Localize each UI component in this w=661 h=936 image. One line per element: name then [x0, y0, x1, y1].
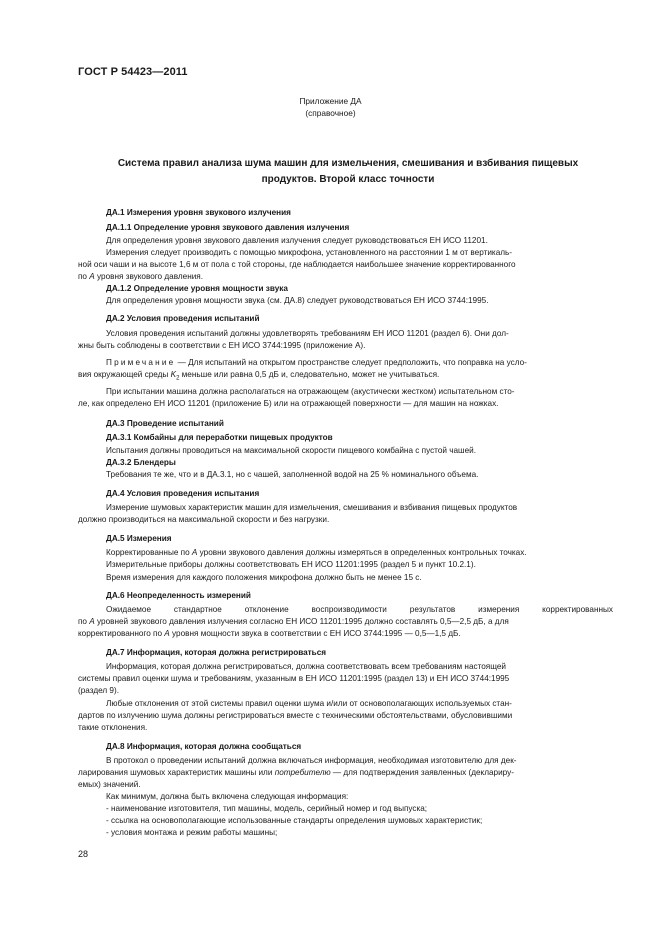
paragraph-line: ле, как определено ЕН ИСО 11201 (приложение Б) или на отражающей поверхности — для машин на ножках.: [78, 399, 499, 408]
heading-da1: ДА.1 Измерения уровня звукового излучения: [106, 208, 291, 217]
paragraph-line: дартов по излучению шума должны регистрироваться вместе с техническими обстоятельствами, обусловившими: [78, 711, 513, 720]
page-number: 28: [78, 849, 89, 859]
paragraph-line: Измерительные приборы должны соответствовать ЕН ИСО 11201:1995 (раздел 5 и пункт 10.2.1).: [106, 560, 476, 569]
paragraph-line: В протокол о проведении испытаний должна включаться информация, необходимая изготовителю для дек-: [106, 756, 517, 765]
heading-da31: ДА.3.1 Комбайны для переработки пищевых продуктов: [106, 433, 333, 442]
list-item: - ссылка на основополагающие использованные стандарты определения шумовых характеристик;: [106, 816, 483, 825]
heading-da5: ДА.5 Измерения: [106, 534, 172, 543]
paragraph-line: системы правил оценки шума и требованиям, указанным в ЕН ИСО 11201:1995 (раздел 13) и ЕН ИСО 3744:1995: [78, 674, 510, 683]
paragraph-line: Измерения следует производить с помощью микрофона, установленного на расстоянии 1 м от вертикаль-: [106, 248, 513, 257]
heading-da2: ДА.2 Условия проведения испытаний: [106, 314, 260, 323]
paragraph-line: Корректированные по А уровни звукового давления должны измеряться в определенных контрольных точках.: [106, 548, 527, 557]
section-title-line-2: продуктов. Второй класс точности: [261, 174, 435, 185]
paragraph-line: Ожидаемое стандартное отклонение воспроизводимости результатов измерения корректированных: [106, 605, 613, 614]
heading-da4: ДА.4 Условия проведения испытания: [106, 489, 260, 498]
paragraph-line: (раздел 9).: [78, 686, 119, 695]
section-title-line-1: Система правил анализа шума машин для измельчения, смешивания и взбивания пищевых: [117, 158, 579, 169]
note-label: Примечание: [106, 358, 176, 367]
heading-da12: ДА.1.2 Определение уровня мощности звука: [106, 284, 288, 293]
paragraph-line: жны быть соблюдены в соответствии с ЕН ИСО 3744:1995 (приложение А).: [78, 341, 366, 350]
paragraph-line: по А уровня звукового давления.: [78, 272, 204, 281]
paragraph-line: При испытании машина должна располагаться на отражающем (акустически жестком) испытательном сто-: [106, 387, 515, 396]
heading-da11: ДА.1.1 Определение уровня звукового давления излучения: [106, 223, 350, 232]
paragraph-line: должно производиться на максимальной скорости и без нагрузки.: [78, 515, 330, 524]
paragraph-line: Как минимум, должна быть включена следующая информация:: [106, 792, 349, 801]
heading-da3: ДА.3 Проведение испытаний: [106, 419, 224, 428]
paragraph-line: ларирования шумовых характеристик машины или потребителю — для подтверждения заявленных (деклариру-: [78, 768, 514, 777]
heading-da7: ДА.7 Информация, которая должна регистрироваться: [106, 648, 327, 657]
paragraph-line: Время измерения для каждого положения микрофона должно быть не менее 15 с.: [106, 573, 422, 582]
note-line: Примечание — Для испытаний на открытом пространстве следует предположить, что поправка на усло-: [106, 358, 527, 367]
list-item: - наименование изготовителя, тип машины, модель, серийный номер и год выпуска;: [106, 804, 428, 813]
paragraph-line: Для определения уровня мощности звука (см. ДА.8) следует руководствоваться ЕН ИСО 3744:1995.: [106, 296, 489, 305]
paragraph-line: емых) значений.: [78, 780, 141, 789]
heading-da8: ДА.8 Информация, которая должна сообщаться: [106, 742, 302, 751]
annex-title: Приложение ДА: [299, 96, 362, 106]
paragraph-line: Для определения уровня звукового давления излучения следует руководствоваться ЕН ИСО 11201.: [106, 236, 488, 245]
paragraph-line: ной оси чаши и на высоте 1,6 м от пола с той стороны, где наблюдается наибольшее значение корректированного: [78, 260, 516, 269]
paragraph-line: Информация, которая должна регистрироваться, должна соответствовать всем требованиям настоящей: [106, 662, 507, 671]
list-item: - условия монтажа и режим работы машины;: [106, 828, 278, 837]
paragraph-line: Измерение шумовых характеристик машин для измельчения, смешивания и взбивания пищевых продуктов: [106, 503, 518, 512]
annex-note: (справочное): [305, 108, 356, 118]
paragraph-line: такие отклонения.: [78, 723, 148, 732]
paragraph-line: Требования те же, что и в ДА.3.1, но с чашей, заполненной водой на 25 % номинального объема.: [106, 470, 479, 479]
paragraph-line: по А уровней звукового давления излучения согласно ЕН ИСО 11201:1995 должно составлять 0,5—2,5 дБ, а для: [78, 617, 509, 626]
paragraph-line: корректированного по А уровня мощности звука в соответствии с ЕН ИСО 3744:1995 — 0,5—1,5 дБ.: [78, 629, 461, 638]
heading-da32: ДА.3.2 Блендеры: [106, 458, 176, 467]
paragraph-line: Условия проведения испытаний должны удовлетворять требованиям ЕН ИСО 11201 (раздел 6). Они дол-: [106, 329, 509, 338]
paragraph-line: Любые отклонения от этой системы правил оценки шума и/или от основополагающих используемых стан-: [106, 699, 512, 708]
paragraph-line: Испытания должны проводиться на максимальной скорости пищевого комбайна с пустой чашей.: [106, 446, 477, 455]
document-header: ГОСТ Р 54423—2011: [78, 66, 188, 78]
heading-da6: ДА.6 Неопределенность измерений: [106, 591, 251, 600]
note-line: вия окружающей среды $K_2$ меньше или равна 0,5 дБ и, следовательно, может не учитываться.: [78, 370, 440, 382]
